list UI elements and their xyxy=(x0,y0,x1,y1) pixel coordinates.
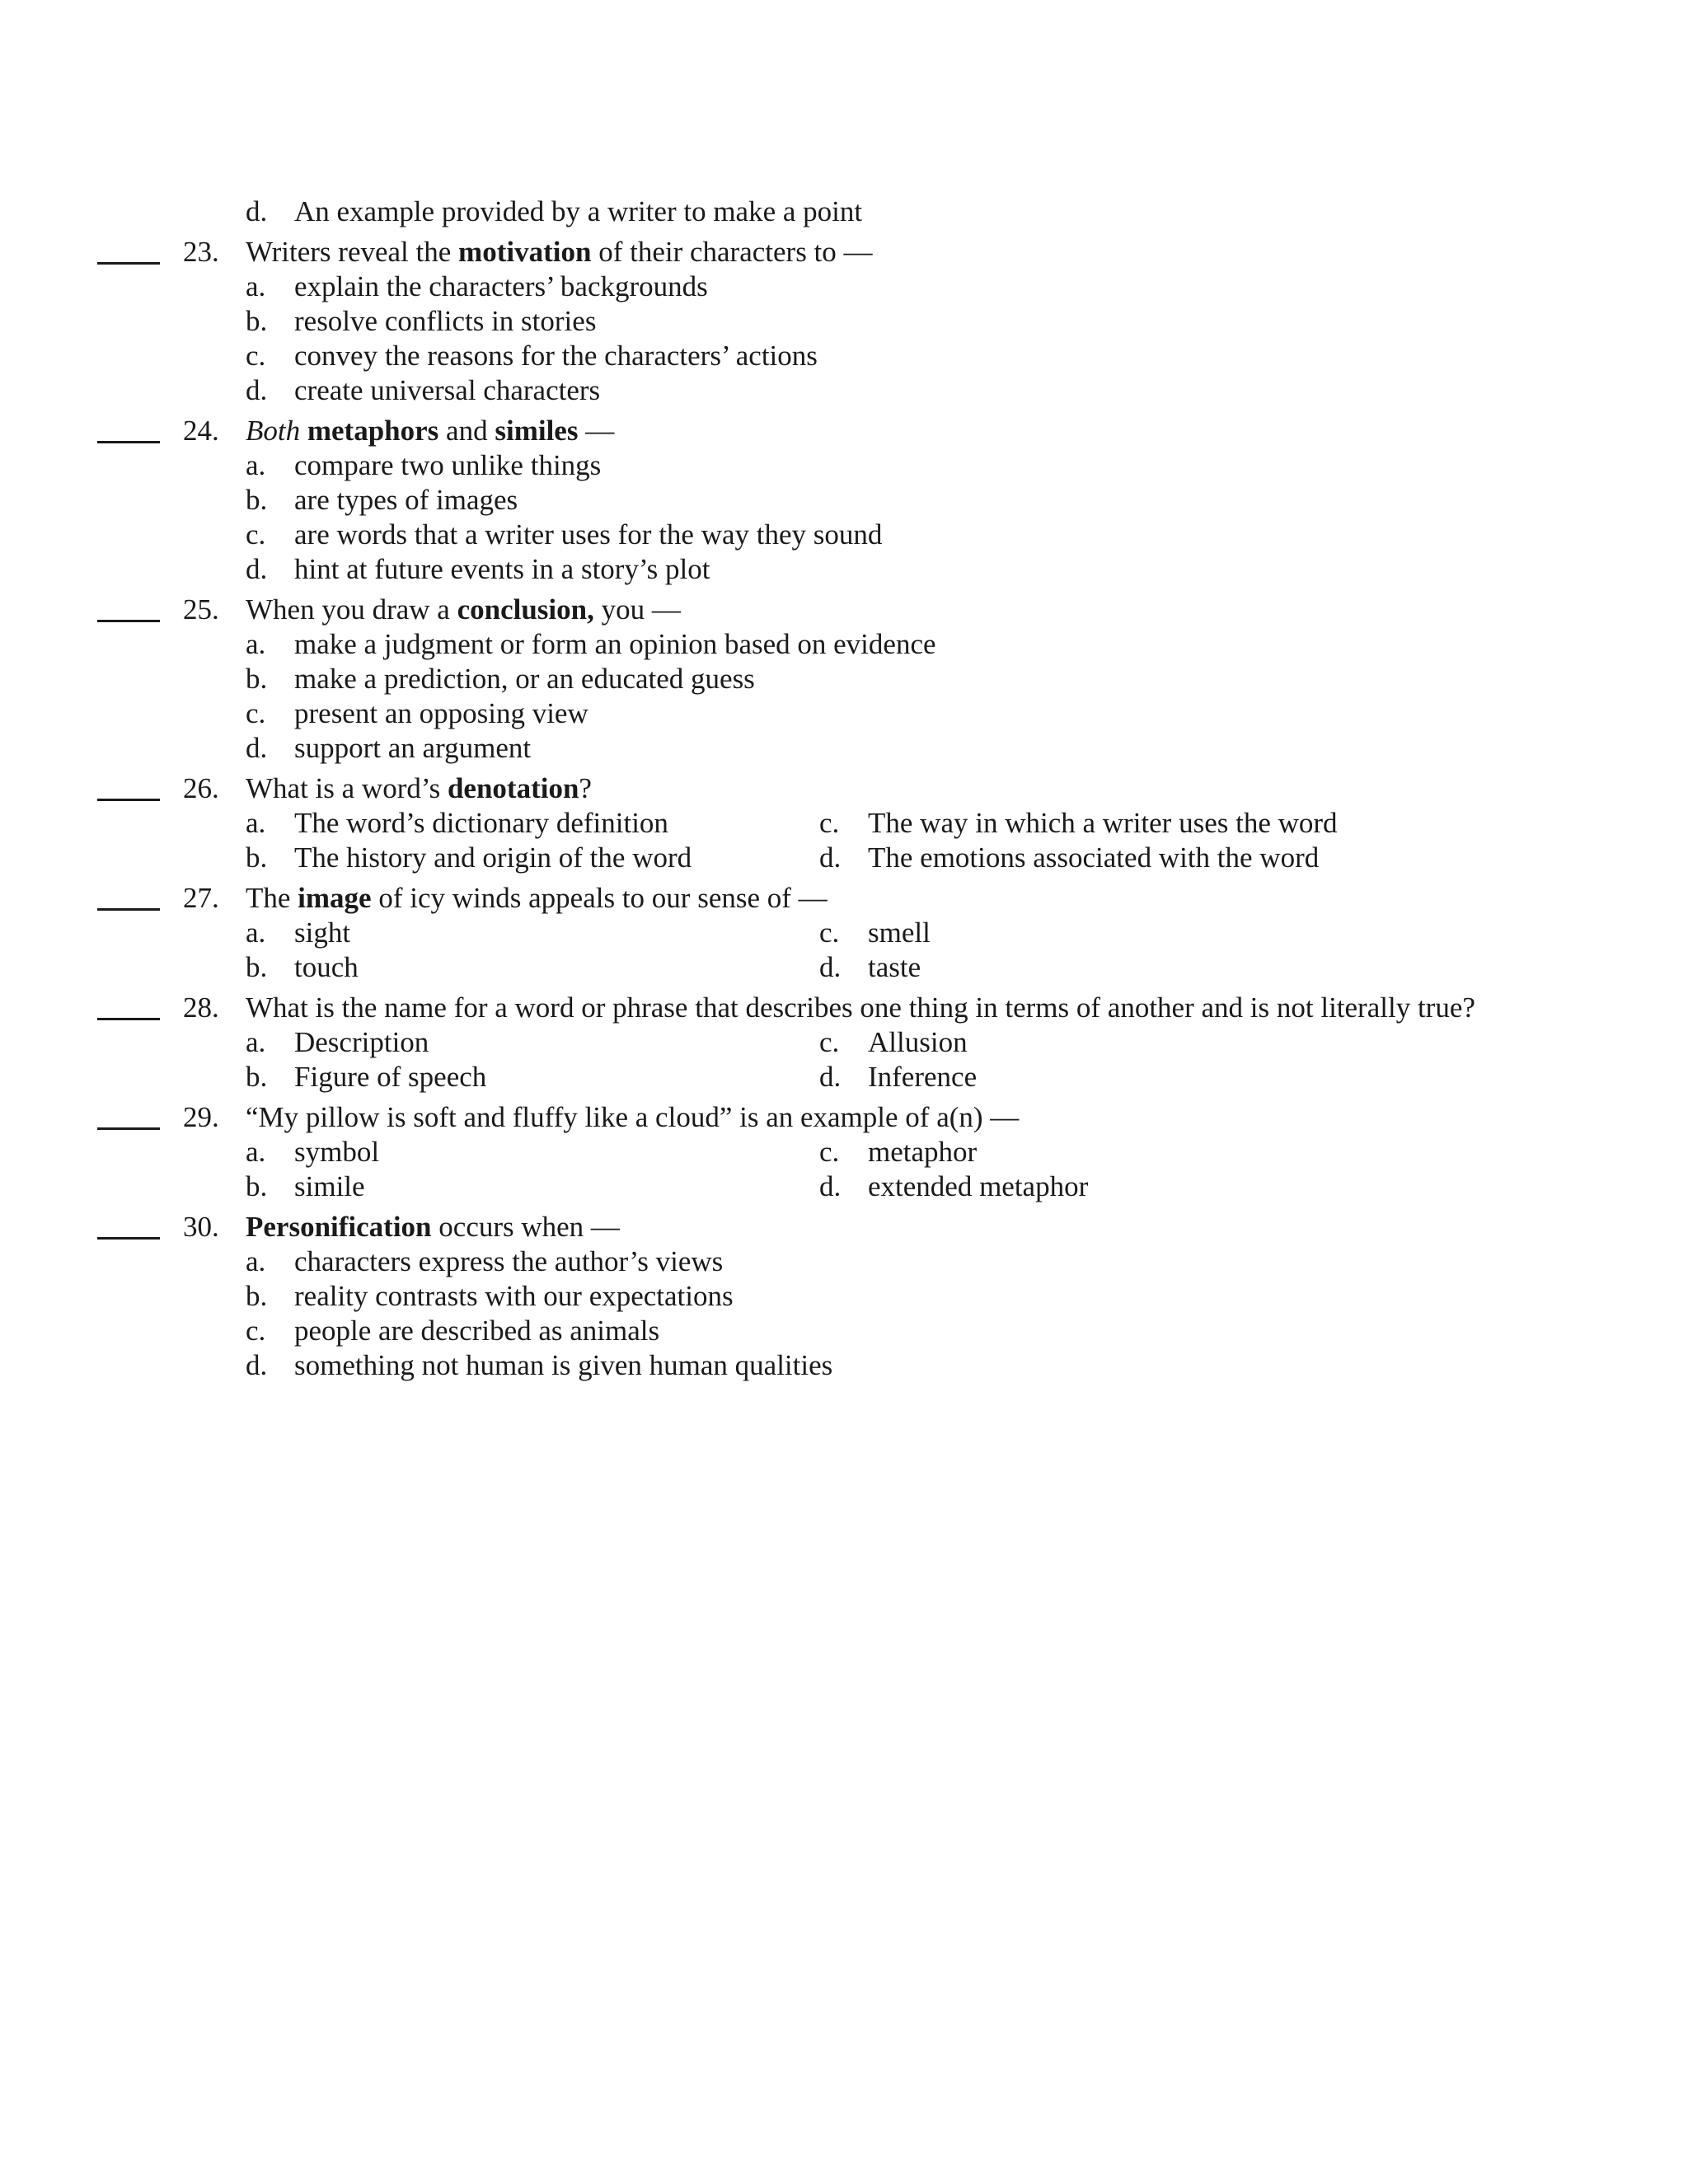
option-row xyxy=(0,696,1688,731)
question-number: 26. xyxy=(183,772,219,804)
option-text: taste xyxy=(868,951,921,983)
option-row xyxy=(0,448,1688,483)
option-letter: c. xyxy=(246,697,266,729)
option-letter: b. xyxy=(246,951,268,983)
question-stem: When you draw a conclusion, you — xyxy=(246,593,681,626)
option-text: something not human is given human qualities xyxy=(294,1349,833,1381)
option-row xyxy=(0,552,1688,587)
option-text: make a prediction, or an educated guess xyxy=(294,663,755,695)
question-29 xyxy=(0,1100,1688,1204)
option-text: touch xyxy=(294,951,359,983)
option-text: The way in which a writer uses the word xyxy=(868,807,1338,839)
option-text: resolve conflicts in stories xyxy=(294,305,597,337)
question-number: 30. xyxy=(183,1211,219,1243)
question-stem-row xyxy=(0,235,1688,269)
option-row xyxy=(0,1169,1688,1204)
option-letter: c. xyxy=(246,518,266,551)
option-letter: c. xyxy=(246,1315,266,1347)
question-stem-row xyxy=(0,414,1688,448)
question-stem-row xyxy=(0,593,1688,627)
option-row xyxy=(0,194,1688,229)
option-text: explain the characters’ backgrounds xyxy=(294,270,708,302)
option-text: reality contrasts with our expectations xyxy=(294,1280,734,1312)
option-text: An example provided by a writer to make a point xyxy=(294,195,863,227)
option-letter: b. xyxy=(246,305,268,337)
option-letter: a. xyxy=(246,1245,266,1277)
option-row xyxy=(0,483,1688,518)
option-letter: b. xyxy=(246,1170,268,1202)
option-letter: b. xyxy=(246,663,268,695)
answer-blank[interactable] xyxy=(97,620,160,622)
option-row xyxy=(0,1025,1688,1060)
option-letter: c. xyxy=(819,1026,840,1058)
option-text: Inference xyxy=(868,1061,978,1093)
question-number: 28. xyxy=(183,991,219,1024)
option-text: Allusion xyxy=(868,1026,968,1058)
option-letter: d. xyxy=(819,951,842,983)
question-stem: Writers reveal the motivation of their characters to — xyxy=(246,236,873,268)
option-letter: a. xyxy=(246,1026,266,1058)
option-text: support an argument xyxy=(294,732,532,764)
option-letter: c. xyxy=(819,916,840,949)
option-letter: a. xyxy=(246,916,266,949)
question-27 xyxy=(0,881,1688,985)
question-number: 25. xyxy=(183,593,219,626)
option-text: compare two unlike things xyxy=(294,449,602,481)
option-row xyxy=(0,1279,1688,1314)
question-26 xyxy=(0,771,1688,875)
option-letter: d. xyxy=(819,841,842,874)
option-letter: d. xyxy=(246,195,268,227)
option-text: convey the reasons for the characters’ actions xyxy=(294,340,818,372)
question-number: 27. xyxy=(183,882,219,914)
option-text: people are described as animals xyxy=(294,1315,660,1347)
option-letter: a. xyxy=(246,628,266,660)
answer-blank[interactable] xyxy=(97,908,160,911)
question-30 xyxy=(0,1210,1688,1383)
option-text: symbol xyxy=(294,1136,380,1168)
option-text: extended metaphor xyxy=(868,1170,1089,1202)
question-stem-row xyxy=(0,771,1688,806)
option-row xyxy=(0,1060,1688,1094)
option-letter: a. xyxy=(246,270,266,302)
question-stem: What is a word’s denotation? xyxy=(246,772,592,804)
option-letter: b. xyxy=(246,1280,268,1312)
quiz-page xyxy=(0,194,1688,1383)
option-row xyxy=(0,339,1688,373)
option-row xyxy=(0,1348,1688,1383)
option-letter: d. xyxy=(246,732,268,764)
question-number: 29. xyxy=(183,1101,219,1133)
option-text: Figure of speech xyxy=(294,1061,487,1093)
option-row xyxy=(0,627,1688,662)
option-letter: d. xyxy=(246,553,268,585)
answer-blank[interactable] xyxy=(97,1127,160,1130)
option-row xyxy=(0,1314,1688,1348)
option-row xyxy=(0,269,1688,304)
option-row xyxy=(0,518,1688,552)
option-text: are types of images xyxy=(294,484,518,516)
answer-blank[interactable] xyxy=(97,1237,160,1240)
question-23 xyxy=(0,235,1688,408)
option-text: are words that a writer uses for the way they sound xyxy=(294,518,883,551)
option-text: characters express the author’s views xyxy=(294,1245,724,1277)
option-letter: d. xyxy=(246,1349,268,1381)
answer-blank[interactable] xyxy=(97,1018,160,1020)
option-row xyxy=(0,841,1688,875)
option-text: create universal characters xyxy=(294,374,601,406)
option-row xyxy=(0,916,1688,950)
question-24 xyxy=(0,414,1688,587)
question-25 xyxy=(0,593,1688,766)
answer-blank[interactable] xyxy=(97,799,160,801)
option-row xyxy=(0,950,1688,985)
option-text: Description xyxy=(294,1026,429,1058)
question-stem-row xyxy=(0,1100,1688,1135)
option-letter: c. xyxy=(246,340,266,372)
option-text: present an opposing view xyxy=(294,697,588,729)
option-letter: a. xyxy=(246,1136,266,1168)
answer-blank[interactable] xyxy=(97,262,160,265)
option-text: smell xyxy=(868,916,931,949)
option-text: metaphor xyxy=(868,1136,978,1168)
option-text: The word’s dictionary definition xyxy=(294,807,668,839)
option-letter: c. xyxy=(819,807,840,839)
question-stem-row xyxy=(0,991,1688,1025)
question-stem-row xyxy=(0,1210,1688,1244)
option-letter: c. xyxy=(819,1136,840,1168)
option-letter: d. xyxy=(246,374,268,406)
option-row xyxy=(0,373,1688,408)
question-stem: Both metaphors and similes — xyxy=(246,415,615,447)
option-text: make a judgment or form an opinion based on evidence xyxy=(294,628,936,660)
option-letter: d. xyxy=(819,1061,842,1093)
question-number: 23. xyxy=(183,236,219,268)
option-letter: a. xyxy=(246,807,266,839)
question-stem: The image of icy winds appeals to our sense of — xyxy=(246,882,828,914)
question-stem: Personification occurs when — xyxy=(246,1211,620,1243)
option-text: hint at future events in a story’s plot xyxy=(294,553,710,585)
option-text: simile xyxy=(294,1170,365,1202)
option-row xyxy=(0,731,1688,766)
option-row xyxy=(0,304,1688,339)
option-text: The history and origin of the word xyxy=(294,841,692,874)
option-letter: d. xyxy=(819,1170,842,1202)
question-stem: “My pillow is soft and fluffy like a cloud” is an example of a(n) — xyxy=(246,1101,1020,1133)
option-row xyxy=(0,662,1688,696)
option-row xyxy=(0,806,1688,841)
option-letter: b. xyxy=(246,1061,268,1093)
option-row xyxy=(0,1135,1688,1169)
option-letter: b. xyxy=(246,484,268,516)
option-letter: b. xyxy=(246,841,268,874)
question-number: 24. xyxy=(183,415,219,447)
question-28 xyxy=(0,991,1688,1094)
answer-blank[interactable] xyxy=(97,441,160,443)
option-letter: a. xyxy=(246,449,266,481)
option-row xyxy=(0,1244,1688,1279)
question-stem: What is the name for a word or phrase that describes one thing in terms of another and is not literally true? xyxy=(246,991,1475,1024)
option-text: sight xyxy=(294,916,351,949)
question-stem-row xyxy=(0,881,1688,916)
option-text: The emotions associated with the word xyxy=(868,841,1320,874)
